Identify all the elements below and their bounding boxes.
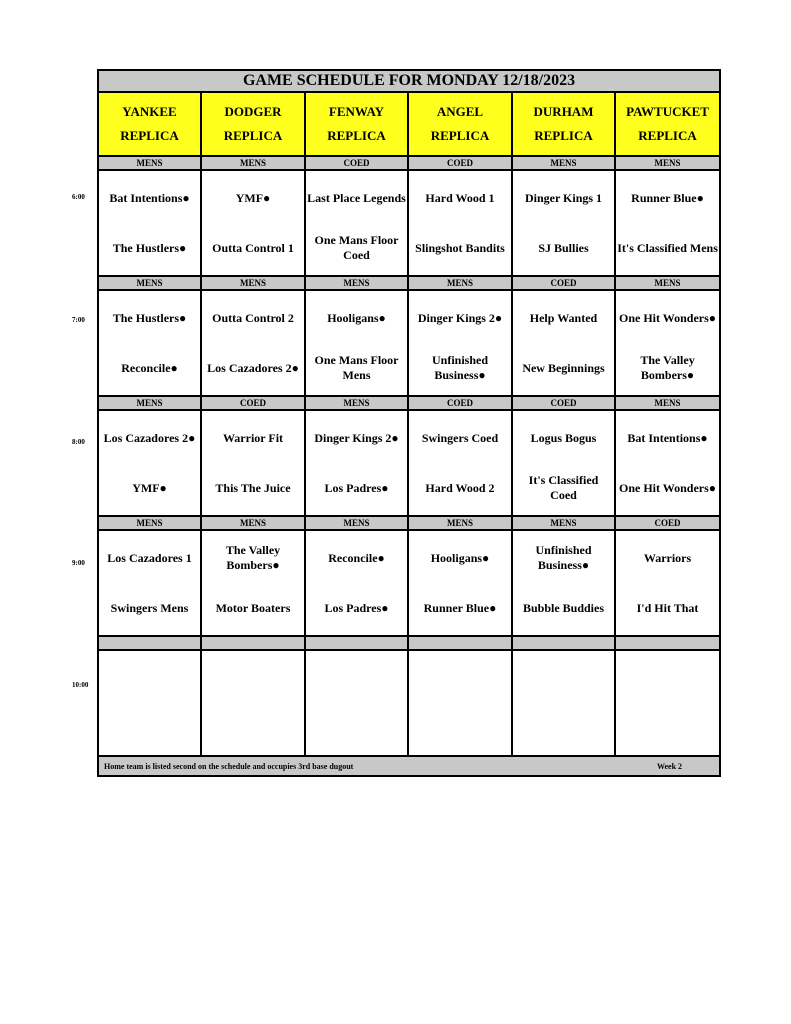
division-label: COED <box>615 516 720 530</box>
game-row <box>98 170 720 276</box>
division-row <box>98 516 720 530</box>
matchup <box>306 299 407 387</box>
game-cell <box>201 170 305 276</box>
home-team: SJ Bullies <box>538 240 589 255</box>
field-header <box>408 92 512 156</box>
footer-note: Home team is listed second on the schedule and occupies 3rd base dugout <box>104 761 354 771</box>
home-team: Outta Control 1 <box>212 240 294 255</box>
matchup <box>616 299 719 387</box>
matchup <box>306 539 407 627</box>
away-team: Logus Bogus <box>530 430 597 445</box>
field-name: FENWAY <box>328 104 385 119</box>
home-team: The Hustlers● <box>112 240 187 255</box>
away-team: Bat Intentions● <box>627 430 708 445</box>
matchup <box>202 419 304 507</box>
matchup <box>513 419 614 507</box>
division-label: COED <box>512 276 615 290</box>
game-cell <box>512 410 615 516</box>
away-team: Bat Intentions● <box>109 190 190 205</box>
matchup <box>616 419 719 507</box>
division-label: MENS <box>98 516 201 530</box>
footer <box>98 756 720 776</box>
home-team: Unfinished Business● <box>431 353 489 382</box>
matchup <box>202 179 304 267</box>
division-label: MENS <box>305 516 408 530</box>
empty-cell <box>615 650 720 756</box>
division-label <box>408 636 512 650</box>
away-team: Swingers Coed <box>421 430 499 445</box>
division-label: MENS <box>408 276 512 290</box>
matchup <box>99 419 200 507</box>
game-cell <box>615 530 720 636</box>
field-name: ANGEL <box>436 104 484 119</box>
home-team: Runner Blue● <box>423 600 497 615</box>
division-row <box>98 636 720 650</box>
division-label <box>98 636 201 650</box>
matchup <box>99 539 200 627</box>
time-label: 8:00 <box>72 438 85 446</box>
matchup <box>202 539 304 627</box>
game-cell <box>98 530 201 636</box>
matchup <box>409 179 511 267</box>
matchup <box>513 539 614 627</box>
division-label: COED <box>408 396 512 410</box>
division-label: MENS <box>615 156 720 170</box>
division-label: MENS <box>305 396 408 410</box>
game-cell <box>512 170 615 276</box>
division-label <box>615 636 720 650</box>
away-team: Help Wanted <box>529 310 598 325</box>
division-label: MENS <box>305 276 408 290</box>
matchup <box>513 299 614 387</box>
division-label: MENS <box>98 396 201 410</box>
home-team: One Mans Floor Mens <box>314 353 399 382</box>
home-team: Reconcile● <box>121 360 178 375</box>
home-team: I'd Hit That <box>636 600 699 615</box>
game-cell <box>408 530 512 636</box>
division-label: MENS <box>408 516 512 530</box>
division-label: MENS <box>512 156 615 170</box>
away-team: Los Cazadores 1 <box>107 550 192 565</box>
matchup <box>409 419 511 507</box>
division-label: MENS <box>615 276 720 290</box>
home-team: Los Padres● <box>324 480 389 495</box>
home-team: Bubble Buddies <box>522 600 605 615</box>
time-slots <box>98 156 720 636</box>
game-cell <box>201 530 305 636</box>
home-team: Slingshot Bandits <box>415 240 505 255</box>
home-team: Swingers Mens <box>110 600 189 615</box>
home-team: One Mans Floor Coed <box>314 233 399 262</box>
division-label: MENS <box>615 396 720 410</box>
field-name: YANKEE <box>122 104 177 119</box>
field-header <box>615 92 720 156</box>
field-subtitle: REPLICA <box>223 128 283 143</box>
time-label: 9:00 <box>72 559 85 567</box>
game-cell <box>408 290 512 396</box>
schedule-title: GAME SCHEDULE FOR MONDAY 12/18/2023 <box>98 70 720 92</box>
game-row <box>98 530 720 636</box>
field-header-row <box>98 92 720 156</box>
away-team: Los Cazadores 2● <box>103 430 196 445</box>
game-row <box>98 290 720 396</box>
matchup <box>409 299 511 387</box>
field-name: PAWTUCKET <box>626 104 709 119</box>
matchup <box>306 419 407 507</box>
division-label: MENS <box>201 156 305 170</box>
empty-cell <box>98 650 201 756</box>
home-team: The Valley Bombers● <box>640 353 695 382</box>
division-row <box>98 396 720 410</box>
game-cell <box>98 410 201 516</box>
time-label: 10:00 <box>72 681 89 689</box>
matchup <box>616 179 719 267</box>
away-team: Dinger Kings 2● <box>417 310 503 325</box>
matchup <box>306 179 407 267</box>
field-header <box>305 92 408 156</box>
empty-cell <box>512 650 615 756</box>
matchup <box>513 179 614 267</box>
home-team: New Beginnings <box>522 360 605 375</box>
division-label: COED <box>201 396 305 410</box>
division-label: MENS <box>98 156 201 170</box>
home-team: Motor Boaters <box>215 600 291 615</box>
division-row <box>98 156 720 170</box>
field-name: DODGER <box>224 104 282 119</box>
field-header <box>512 92 615 156</box>
away-team: Hard Wood 1 <box>425 190 495 205</box>
home-team: It's Classified Mens <box>617 240 718 255</box>
empty-cell <box>408 650 512 756</box>
field-subtitle: REPLICA <box>638 128 697 143</box>
division-label <box>305 636 408 650</box>
game-cell <box>615 170 720 276</box>
game-cell <box>305 290 408 396</box>
field-header <box>201 92 305 156</box>
home-team: One Hit Wonders● <box>619 480 717 495</box>
empty-cell <box>201 650 305 756</box>
division-label <box>201 636 305 650</box>
division-label: COED <box>512 396 615 410</box>
game-cell <box>98 170 201 276</box>
away-team: Outta Control 2 <box>212 310 294 325</box>
game-cell <box>408 410 512 516</box>
division-label: MENS <box>98 276 201 290</box>
game-cell <box>408 170 512 276</box>
home-team: This The Juice <box>215 480 291 495</box>
game-cell <box>305 410 408 516</box>
away-team: Warrior Fit <box>222 430 284 445</box>
division-label: MENS <box>512 516 615 530</box>
matchup <box>409 539 511 627</box>
home-team: Los Cazadores 2● <box>207 360 299 375</box>
division-label <box>512 636 615 650</box>
away-team: YMF● <box>235 190 271 205</box>
game-cell <box>615 410 720 516</box>
away-team: One Hit Wonders● <box>619 310 717 325</box>
matchup <box>99 299 200 387</box>
away-team: Dinger Kings 2● <box>314 430 399 445</box>
field-subtitle: REPLICA <box>534 128 593 143</box>
home-team: Los Padres● <box>324 600 389 615</box>
away-team: Runner Blue● <box>631 190 704 205</box>
matchup <box>202 299 304 387</box>
empty-slot-row <box>98 650 720 756</box>
time-label: 6:00 <box>72 193 85 201</box>
empty-cell <box>305 650 408 756</box>
game-cell <box>305 530 408 636</box>
game-cell <box>98 290 201 396</box>
away-team: Hooligans● <box>327 310 386 325</box>
game-cell <box>512 290 615 396</box>
field-header <box>98 92 201 156</box>
schedule-table <box>97 69 721 777</box>
home-team: It's Classified Coed <box>528 473 599 502</box>
game-cell <box>305 170 408 276</box>
matchup <box>616 539 719 627</box>
home-team: YMF● <box>132 480 167 495</box>
away-team: Hooligans● <box>430 550 490 565</box>
away-team: Dinger Kings 1 <box>524 190 603 205</box>
game-cell <box>201 290 305 396</box>
field-subtitle: REPLICA <box>327 128 386 143</box>
division-label: MENS <box>201 276 305 290</box>
away-team: The Valley Bombers● <box>225 543 281 572</box>
field-subtitle: REPLICA <box>120 128 179 143</box>
away-team: Warriors <box>643 550 692 565</box>
week-label: Week 2 <box>656 761 683 771</box>
field-subtitle: REPLICA <box>430 128 490 143</box>
division-label: COED <box>408 156 512 170</box>
game-cell <box>201 410 305 516</box>
home-team: Hard Wood 2 <box>425 480 495 495</box>
division-row <box>98 276 720 290</box>
field-name: DURHAM <box>533 104 594 119</box>
away-team: Reconcile● <box>328 550 385 565</box>
away-team: The Hustlers● <box>112 310 187 325</box>
game-row <box>98 410 720 516</box>
matchup <box>99 179 200 267</box>
division-label: COED <box>305 156 408 170</box>
away-team: Last Place Legends <box>307 190 406 205</box>
division-label: MENS <box>201 516 305 530</box>
time-label: 7:00 <box>72 316 85 324</box>
away-team: Unfinished Business● <box>535 543 592 572</box>
game-cell <box>615 290 720 396</box>
game-cell <box>512 530 615 636</box>
